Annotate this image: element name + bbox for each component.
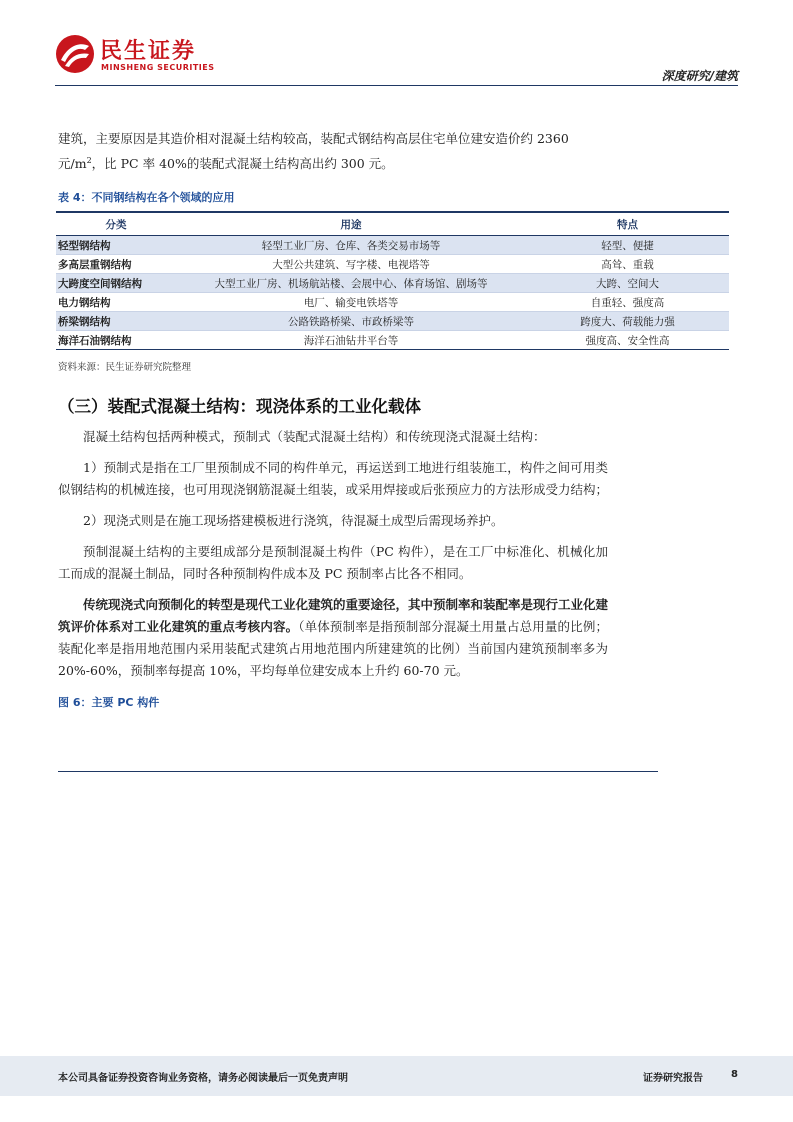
table-cell-usage: 公路铁路桥梁、市政桥梁等	[176, 312, 526, 331]
intro-line-2	[58, 150, 608, 175]
report-category: 深度研究/建筑	[661, 69, 738, 83]
table-row	[56, 293, 729, 312]
table-cell-category: 海洋石油钢结构	[56, 331, 176, 350]
intro-line-1: 建筑，主要原因是其造价相对混凝土结构较高，装配式钢结构高层住宅单位建安造价约 2360	[58, 131, 569, 146]
table-row	[56, 255, 729, 274]
header-divider	[55, 85, 738, 86]
table-cell-category: 轻型钢结构	[56, 236, 176, 255]
table-row	[56, 236, 729, 255]
key-point-detail: （单体预制率是指预制部分混凝土用量占总用量的比例；装配化率是指用地范围内采用装配式建筑占用地范围内所建建筑的比例）当前国内建筑预制率多为 20%-60%，预制率每提高 10%，平均每单位建安成本上升约 60-70 元。	[58, 619, 608, 679]
table-header-category: 分类	[56, 212, 176, 236]
table-cell-category: 多高层重钢结构	[56, 255, 176, 274]
key-point-text: 传统现浇式向预制化的转型是现代工业化建筑的重要途径，其中预制率和装配率是现行工业化建筑评价体系对工业化建筑的重点考核内容。	[58, 597, 609, 635]
table-header-features: 特点	[526, 212, 729, 236]
section-paragraph-4: 预制混凝土结构的主要组成部分是预制混凝土构件（PC 构件），是在工厂中标准化、机械化加工而成的混凝土制品，同时各种预制构件成本及 PC 预制率占比各不相同。	[58, 544, 608, 582]
section-paragraph-5	[58, 594, 608, 682]
table-cell-features: 强度高、安全性高	[526, 331, 729, 350]
table-cell-features: 大跨、空间大	[526, 274, 729, 293]
table-cell-usage: 大型工业厂房、机场航站楼、会展中心、体育场馆、剧场等	[176, 274, 526, 293]
table-row	[56, 331, 729, 350]
table-caption: 表 4：不同钢结构在各个领域的应用	[58, 191, 235, 205]
intro-unit-superscript: 2	[86, 156, 92, 165]
table-source: 资料来源：民生证券研究院整理	[58, 362, 192, 374]
table-header-row	[56, 212, 729, 236]
section-paragraph-3: 2）现浇式则是在施工现场搭建模板进行浇筑，待混凝土成型后需现场养护。	[83, 513, 504, 529]
minsheng-logo-icon	[55, 34, 95, 74]
table-row	[56, 312, 729, 331]
table-cell-category: 电力钢结构	[56, 293, 176, 312]
footer-disclaimer: 本公司具备证券投资咨询业务资格，请务必阅读最后一页免责声明	[58, 1073, 348, 1084]
table-cell-features: 自重轻、强度高	[526, 293, 729, 312]
table-cell-features: 跨度大、荷载能力强	[526, 312, 729, 331]
page-footer	[0, 1056, 793, 1096]
intro-unit: 元/m	[58, 156, 87, 172]
table-cell-usage: 海洋石油钻井平台等	[176, 331, 526, 350]
figure-divider	[58, 771, 658, 772]
table-cell-features: 高耸、重载	[526, 255, 729, 274]
intro-line-2-text: ，比 PC 率 40%的装配式混凝土结构高出约 300 元。	[91, 156, 394, 172]
figure-caption: 图 6：主要 PC 构件	[58, 696, 160, 710]
main-content	[58, 128, 675, 710]
table-cell-usage: 轻型工业厂房、仓库、各类交易市场等	[176, 236, 526, 255]
page-number: 8	[731, 1069, 738, 1080]
logo	[55, 30, 235, 78]
steel-structure-table	[56, 211, 729, 350]
footer-report-type: 证券研究报告	[643, 1073, 703, 1084]
logo-chinese-name: 民生证券	[100, 39, 197, 64]
table-cell-usage: 大型公共建筑、写字楼、电视塔等	[176, 255, 526, 274]
table-cell-category: 桥梁钢结构	[56, 312, 176, 331]
table-row	[56, 274, 729, 293]
table-header-usage: 用途	[176, 212, 526, 236]
table-cell-usage: 电厂、输变电铁塔等	[176, 293, 526, 312]
table-cell-category: 大跨度空间钢结构	[56, 274, 176, 293]
page-header	[0, 0, 793, 90]
logo-english-name: MINSHENG SECURITIES	[101, 63, 215, 72]
section-title: （三）装配式混凝土结构：现浇体系的工业化载体	[58, 397, 421, 417]
table-cell-features: 轻型、便捷	[526, 236, 729, 255]
section-paragraph-2: 1）预制式是指在工厂里预制成不同的构件单元，再运送到工地进行组装施工，构件之间可用类似钢结构的机械连接，也可用现浇钢筋混凝土组装，或采用焊接或后张预应力的方法形成受力结构；	[58, 460, 609, 498]
section-paragraph-1: 混凝土结构包括两种模式，预制式（装配式混凝土结构）和传统现浇式混凝土结构：	[83, 429, 546, 445]
